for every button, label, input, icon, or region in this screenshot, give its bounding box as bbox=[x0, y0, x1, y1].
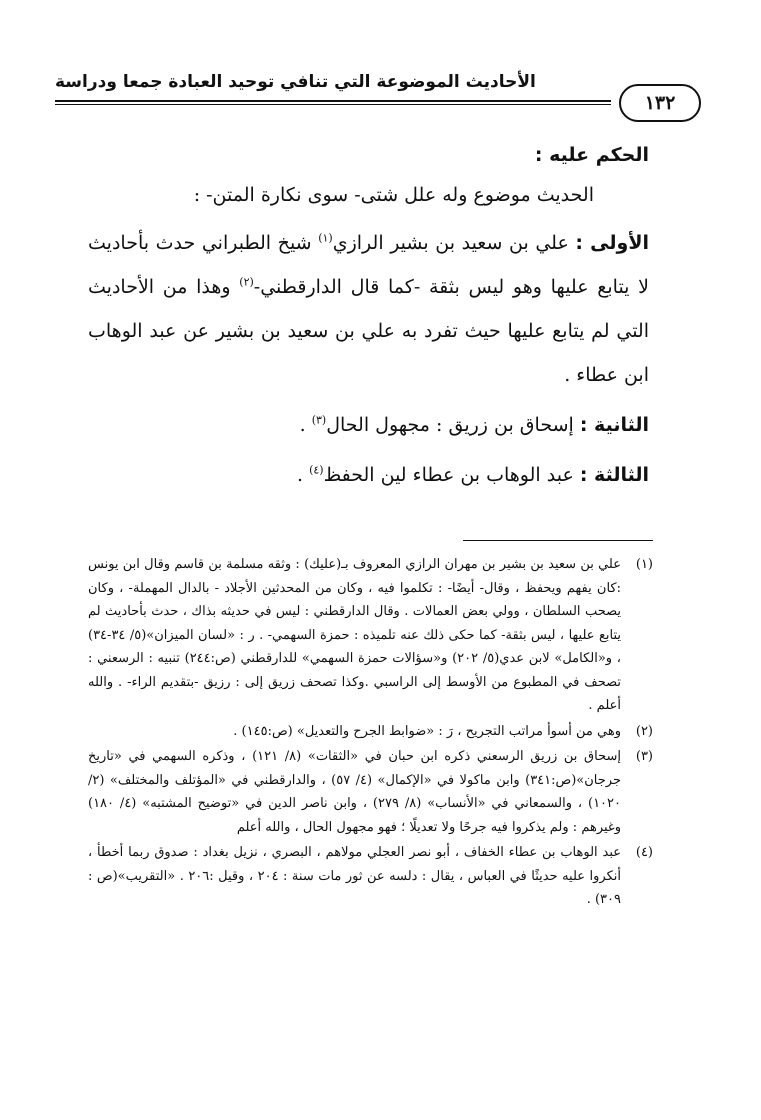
page-header bbox=[55, 70, 706, 114]
footnote-text: إسحاق بن زريق الرسعني ذكره ابن حبان في «الثقات» (٨/ ١٢١) ، وذكره السهمي في «تاريخ جرجان»(ص:٣٤١) وابن ماكولا في «الإكمال» (٤/ ٥٧) ، والدارقطني في «المؤتلف والمختلف» (٢/ ١٠٢٠) ، والسمعاني في «الأنساب» (٨/ ٢٧٩) ، وابن ناصر الدين في «توضيح المشتبه» (٤/ ١٨٠) وغيرهم : ولم يذكروا فيه جرحًا ولا تعديلًا ؛ فهو مجهول الحال ، والله أعلم bbox=[88, 749, 622, 835]
first-cause-label: الأولى : bbox=[575, 232, 649, 254]
footnote-text: عبد الوهاب بن عطاء الخفاف ، أبو نصر العجلي مولاهم ، البصري ، نزيل بغداد : صدوق ربما أخطأ ، أنكروا عليه حديثًا في العباس ، يقال : دلسه عن ثور مات سنة : ٢٠٤ ، وقيل :٢٠٦ . «التقريب»(ص : ٣٠٩) . bbox=[88, 845, 622, 907]
footnote-ref-4[interactable]: (٤) bbox=[309, 463, 324, 477]
second-cause-label: الثانية : bbox=[579, 414, 649, 436]
footnote-number: (١) bbox=[635, 557, 653, 572]
footnote-4 bbox=[88, 841, 653, 912]
footnote-text: وهي من أسوأ مراتب التجريح ، رَ : «ضوابط الجرح والتعديل» (ص:١٤٥) . bbox=[233, 723, 621, 739]
first-cause-text-c: وهذا من الأحاديث التي لم يتابع عليها حيث تفرد به علي بن سعيد بن بشير عن عبد الوهاب ابن عطاء . bbox=[88, 276, 649, 386]
footnote-number: (٣) bbox=[635, 749, 653, 764]
footnote-3 bbox=[88, 745, 653, 839]
intro-paragraph: الحديث موضوع وله علل شتى- سوى نكارة المتن- : bbox=[193, 184, 594, 206]
footnote-1 bbox=[88, 553, 653, 718]
footnote-2 bbox=[88, 720, 653, 744]
second-cause-text: إسحاق بن زريق : مجهول الحال bbox=[326, 414, 580, 436]
section-title: الحكم عليه : bbox=[534, 144, 649, 166]
footnote-ref-3[interactable]: (٣) bbox=[311, 413, 327, 427]
first-cause-text-a: علي بن سعيد بن بشير الرازي bbox=[332, 232, 576, 254]
header-rule bbox=[55, 100, 611, 105]
first-cause-paragraph bbox=[88, 221, 649, 397]
footnote-number: (٢) bbox=[635, 723, 653, 739]
page-number: ١٣٢ bbox=[619, 84, 701, 122]
first-cause-text-b: شيخ الطبراني حدث بأحاديث لا يتابع عليها وهو ليس بثقة -كما قال الدارقطني- bbox=[88, 232, 650, 298]
third-cause-paragraph bbox=[88, 453, 649, 497]
footnote-divider bbox=[463, 540, 653, 541]
footnote-text: علي بن سعيد بن بشير بن مهران الرازي المعروف بـ(عليك) : وثقه مسلمة بن قاسم وقال ابن يونس :كان يفهم ويحفظ ، وقال- أيضًا- : تكلموا فيه ، وكان من المحدثين الأجلاد - بالدال المهملة- ، وكان يصحب السلطان ، وولي بعض العمالات . وقال الدارقطني : ليس في حديثه بذاك ، حدث بأحاديث لم يتابع عليها ، ليس بثقة- كما حكى ذلك عنه تلميذه : حمزة السهمي- . ر : «لسان الميزان»(٥/ ٣٤-٣٤) ، و«الكامل» لابن عدي(٥/ ٢٠٢) و«سؤالات حمزة السهمي» للدارقطني (ص:٢٤٤) تنبيه : الرسعني : تصحف في المطبوع من الأوسط إلى الراسبي .وكذا تصحف زريق إلى : رزيق -بتقديم الراء- . والله أعلم . bbox=[88, 557, 621, 713]
footnote-ref-2[interactable]: (٢) bbox=[239, 275, 254, 289]
footnotes bbox=[88, 553, 653, 914]
footnote-ref-1[interactable]: (١) bbox=[318, 231, 333, 245]
third-cause-end: . bbox=[296, 464, 310, 486]
footnote-number: (٤) bbox=[635, 845, 653, 860]
running-title: الأحاديث الموضوعة التي تنافي توحيد العبادة جمعا ودراسة bbox=[55, 72, 536, 92]
third-cause-text: عبد الوهاب بن عطاء لين الحفظ bbox=[323, 464, 580, 486]
second-cause-paragraph bbox=[88, 403, 649, 447]
third-cause-label: الثالثة : bbox=[579, 464, 649, 486]
second-cause-end: . bbox=[299, 414, 312, 436]
main-text bbox=[88, 135, 649, 503]
